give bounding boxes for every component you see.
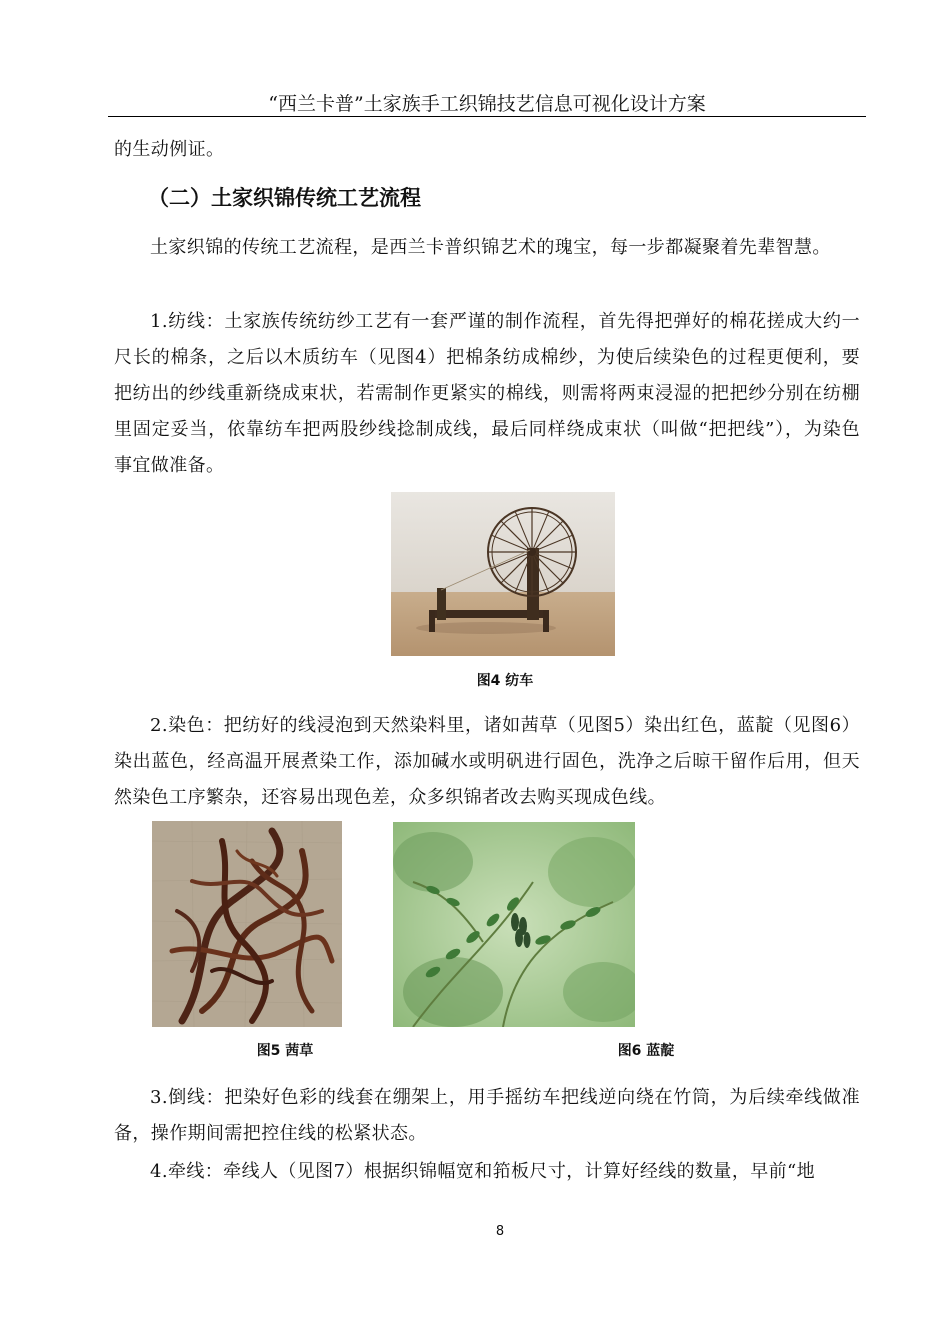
spinning-wheel-illustration <box>391 492 615 656</box>
madder-roots-image <box>152 821 342 1027</box>
paragraph-dyeing: 2.染色：把纺好的线浸泡到天然染料里，诸如茜草（见图5）染出红色，蓝靛（见图6）染出蓝色，经高温开展煮染工作，添加碱水或明矾进行固色，洗净之后晾干留作后用，但天然染色工序繁杂，还容易出现色差，众多织锦者改去购买现成色线。 <box>114 715 860 808</box>
paragraph-warping: 4.牵线：牵线人（见图7）根据织锦幅宽和筘板尺寸，计算好经线的数量，早前“地 <box>150 1161 816 1182</box>
paragraph-spinning: 1.纺线：土家族传统纺纱工艺有一套严谨的制作流程，首先得把弹好的棉花搓成大约一尺长的棉条，之后以木质纺车（见图4）把棉条纺成棉纱，为使后续染色的过程更便利，要把纺出的纱线重新绕成束状，若需制作更紧实的棉线，则需将两束浸湿的把把纱分别在纺棚里固定妥当，依靠纺车把两股纱线捻制成线，最后同样绕成束状（叫做“把把线”），为染色事宜做准备。 <box>114 311 860 476</box>
paragraph-rewinding: 3.倒线：把染好色彩的线套在绷架上，用手摇纺车把线逆向绕在竹筒，为后续牵线做准备，操作期间需把控住线的松紧状态。 <box>114 1087 860 1144</box>
paragraph-intro: 土家织锦的传统工艺流程，是西兰卡普织锦艺术的瑰宝，每一步都凝聚着先辈智慧。 <box>150 237 831 258</box>
running-header: “西兰卡普”土家族手工织锦技艺信息可视化设计方案 <box>268 93 706 115</box>
header-rule <box>108 116 866 117</box>
spinning-wheel-image <box>391 492 615 656</box>
madder-roots-illustration <box>152 821 342 1027</box>
paragraph-continuation: 的生动例证。 <box>114 139 225 160</box>
indigo-plant-illustration <box>393 822 635 1027</box>
figure-4-caption: 图4 纺车 <box>476 673 534 689</box>
page-number: 8 <box>495 1224 505 1239</box>
figure-5-caption: 图5 茜草 <box>256 1043 314 1059</box>
section-heading: （二）土家织锦传统工艺流程 <box>148 186 421 210</box>
indigo-plant-image <box>393 822 635 1027</box>
figure-6-caption: 图6 蓝靛 <box>617 1043 675 1059</box>
